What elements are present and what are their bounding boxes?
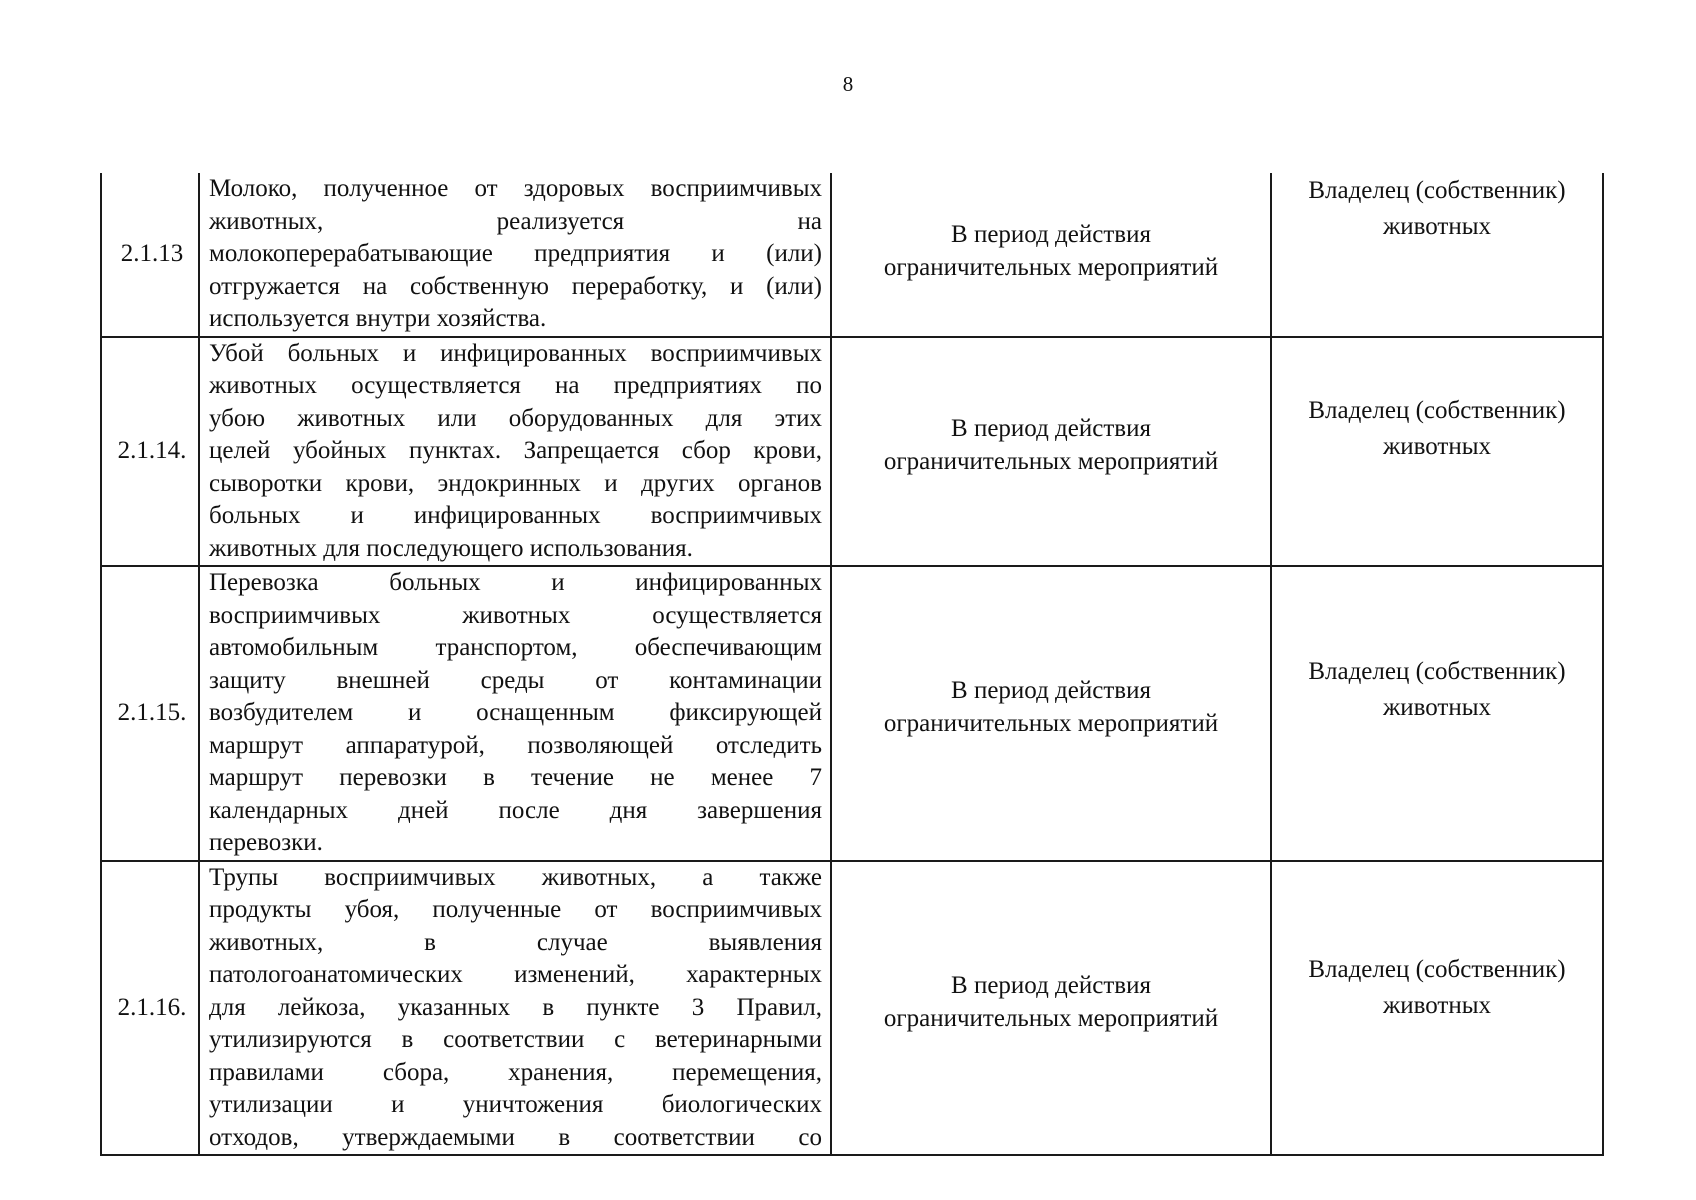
item-text <box>199 337 831 567</box>
period-line: ограничительных мероприятий <box>883 448 1219 476</box>
text-line: Молоко, полученное от здоровых восприимчивых <box>209 175 822 202</box>
text-line: используется внутри хозяйства. <box>209 305 547 332</box>
text-line: Перевозка больных и инфицированных <box>209 569 822 596</box>
item-period <box>831 337 1271 567</box>
text-line: перевозки. <box>209 829 323 856</box>
item-text <box>199 173 831 337</box>
responsible-line: Владелец (собственник) <box>1308 396 1566 424</box>
text-line: календарных дней после дня завершения <box>209 796 822 824</box>
text-line: отгружается на собственную переработку, и (или) <box>209 272 822 300</box>
item-number: 2.1.13 <box>101 173 199 337</box>
item-period <box>831 861 1271 1156</box>
period-line: ограничительных мероприятий <box>883 254 1219 282</box>
text-line: возбудителем и оснащенным фиксирующей <box>209 699 822 726</box>
table-row <box>101 173 1603 337</box>
responsible-line: животных <box>1382 991 1492 1019</box>
text-line: автомобильным транспортом, обеспечивающим <box>209 634 822 661</box>
text-line: животных, реализуется на <box>209 207 822 235</box>
text-line: маршрут перевозки в течение не менее 7 <box>209 764 822 791</box>
text-line: животных, в случае выявления <box>209 928 822 956</box>
item-responsible <box>1271 566 1603 861</box>
text-line: больных и инфицированных восприимчивых <box>209 502 822 529</box>
text-line: защиту внешней среды от контаминации <box>209 666 822 694</box>
responsible-line: животных <box>1382 432 1492 460</box>
text-line: утилизации и уничтожения биологических <box>209 1091 822 1118</box>
text-line: утилизируются в соответствии с ветеринарными <box>209 1026 822 1053</box>
table-row <box>101 861 1603 1156</box>
item-responsible <box>1271 337 1603 567</box>
measures-table <box>100 173 1604 1156</box>
text-line: убою животных или оборудованных для этих <box>209 404 822 432</box>
text-line: восприимчивых животных осуществляется <box>209 601 822 629</box>
page-number: 8 <box>842 72 854 96</box>
text-line: Трупы восприимчивых животных, а также <box>209 863 822 891</box>
item-text <box>199 566 831 861</box>
item-responsible <box>1271 173 1603 337</box>
table-row <box>101 566 1603 861</box>
period-line: ограничительных мероприятий <box>883 710 1219 738</box>
text-line: продукты убоя, полученные от восприимчивых <box>209 896 822 923</box>
item-period <box>831 173 1271 337</box>
text-line: молокоперерабатывающие предприятия и (или) <box>209 240 822 267</box>
period-line: В период действия <box>951 221 1151 249</box>
text-line: для лейкоза, указанных в пункте 3 Правил, <box>209 993 822 1021</box>
responsible-line: животных <box>1382 694 1492 721</box>
text-line: животных осуществляется на предприятиях по <box>209 372 822 399</box>
text-line: отходов, утверждаемыми в соответствии со <box>209 1123 822 1151</box>
item-number: 2.1.16. <box>101 861 199 1156</box>
text-line: целей убойных пунктах. Запрещается сбор крови, <box>209 437 822 464</box>
item-text <box>199 861 831 1156</box>
period-line: В период действия <box>951 677 1151 705</box>
text-line: маршрут аппаратурой, позволяющей отследить <box>209 731 822 759</box>
item-number: 2.1.14. <box>101 337 199 567</box>
responsible-line: Владелец (собственник) <box>1308 955 1566 983</box>
text-line: правилами сбора, хранения, перемещения, <box>209 1058 822 1086</box>
text-line: Убой больных и инфицированных восприимчивых <box>209 339 822 367</box>
text-line: патологоанатомических изменений, характерных <box>209 961 822 988</box>
text-line: сыворотки крови, эндокринных и других органов <box>209 469 822 497</box>
item-number: 2.1.15. <box>101 566 199 861</box>
text-line: животных для последующего использования. <box>209 534 693 562</box>
table-row <box>101 337 1603 567</box>
responsible-line: животных <box>1382 213 1492 240</box>
item-period <box>831 566 1271 861</box>
item-responsible <box>1271 861 1603 1156</box>
responsible-line: Владелец (собственник) <box>1308 658 1566 685</box>
period-line: В период действия <box>951 415 1151 443</box>
period-line: В период действия <box>951 971 1151 999</box>
period-line: ограничительных мероприятий <box>883 1004 1219 1032</box>
responsible-line: Владелец (собственник) <box>1308 177 1566 204</box>
